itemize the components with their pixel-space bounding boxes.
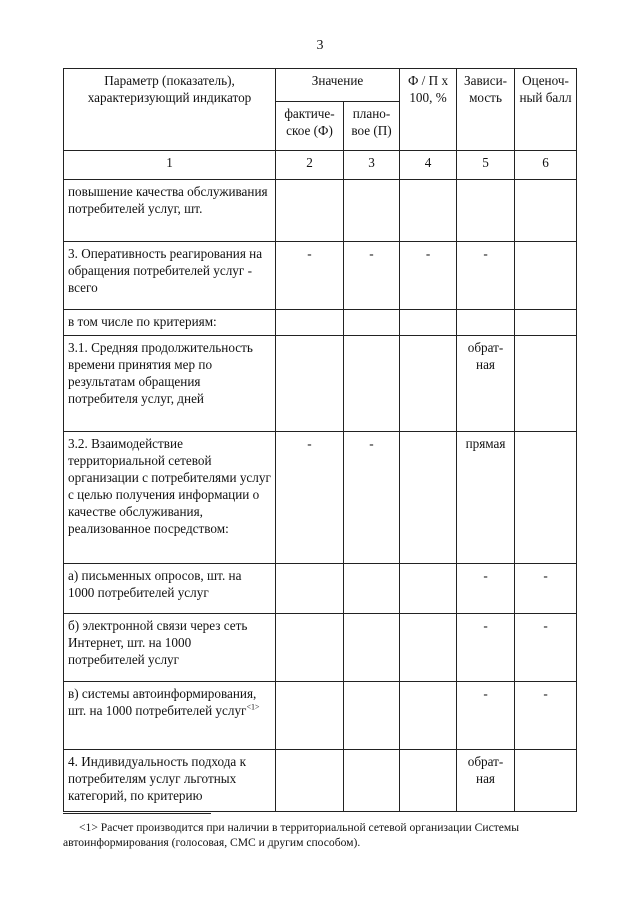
page-number: 3 xyxy=(316,38,324,53)
plan-cell xyxy=(344,180,400,242)
ratio-cell: - xyxy=(400,242,457,310)
ratio-cell xyxy=(400,180,457,242)
column-number-row xyxy=(64,151,577,180)
dependence-cell: прямая xyxy=(457,432,515,564)
param-cell: 3. Оперативность реагирования на обращения потребителей услуг - всего xyxy=(64,242,276,310)
actual-cell xyxy=(276,682,344,750)
param-text: в) системы автоинформирования, шт. на 1000 потребителей услуг xyxy=(68,686,257,718)
plan-cell xyxy=(344,310,400,336)
score-cell xyxy=(515,432,577,564)
param-cell: в том числе по критериям: xyxy=(64,310,276,336)
header-dependence: Зависи-мость xyxy=(457,69,515,151)
header-ratio: Ф / П х 100, % xyxy=(400,69,457,151)
actual-cell xyxy=(276,750,344,812)
indicator-table xyxy=(63,68,577,812)
col-number: 2 xyxy=(276,151,344,180)
actual-cell xyxy=(276,336,344,432)
ratio-cell xyxy=(400,310,457,336)
param-cell: 3.2. Взаимодействие территориальной сетевой организации с потребителями услуг с целью получения информации о качестве обслуживания, реализованное посредством: xyxy=(64,432,276,564)
table-row xyxy=(64,180,577,242)
plan-cell: - xyxy=(344,242,400,310)
table-row xyxy=(64,242,577,310)
param-cell: а) письменных опросов, шт. на 1000 потребителей услуг xyxy=(64,564,276,614)
param-cell: 4. Индивидуальность подхода к потребителям услуг льготных категорий, по критерию xyxy=(64,750,276,812)
actual-cell xyxy=(276,564,344,614)
actual-cell: - xyxy=(276,242,344,310)
header-value: Значение xyxy=(276,69,400,102)
header-score: Оценоч-ный балл xyxy=(515,69,577,151)
param-cell: 3.1. Средняя продолжительность времени принятия мер по результатам обращения потребителя услуг, дней xyxy=(64,336,276,432)
actual-cell: - xyxy=(276,432,344,564)
table-row xyxy=(64,336,577,432)
dependence-cell: - xyxy=(457,614,515,682)
table-row xyxy=(64,614,577,682)
col-number: 4 xyxy=(400,151,457,180)
score-cell: - xyxy=(515,564,577,614)
ratio-cell xyxy=(400,614,457,682)
plan-cell xyxy=(344,336,400,432)
ratio-cell xyxy=(400,336,457,432)
score-cell xyxy=(515,242,577,310)
footnote-ref: <1> xyxy=(246,702,260,712)
table-row xyxy=(64,750,577,812)
dependence-cell: обрат-ная xyxy=(457,750,515,812)
dependence-cell: - xyxy=(457,242,515,310)
score-cell xyxy=(515,180,577,242)
score-cell: - xyxy=(515,682,577,750)
dependence-cell: обрат-ная xyxy=(457,336,515,432)
param-cell: б) электронной связи через сеть Интернет, шт. на 1000 потребителей услуг xyxy=(64,614,276,682)
header-actual: фактиче-ское (Ф) xyxy=(276,102,344,151)
col-number: 6 xyxy=(515,151,577,180)
score-cell xyxy=(515,750,577,812)
footnote-divider xyxy=(63,813,211,814)
ratio-cell xyxy=(400,432,457,564)
score-cell xyxy=(515,310,577,336)
actual-cell xyxy=(276,310,344,336)
table-row xyxy=(64,432,577,564)
plan-cell xyxy=(344,614,400,682)
plan-cell: - xyxy=(344,432,400,564)
actual-cell xyxy=(276,614,344,682)
col-number: 1 xyxy=(64,151,276,180)
header-param: Параметр (показатель), характеризующий индикатор xyxy=(64,69,276,151)
dependence-cell xyxy=(457,310,515,336)
dependence-cell xyxy=(457,180,515,242)
table-row xyxy=(64,564,577,614)
col-number: 5 xyxy=(457,151,515,180)
header-row-1 xyxy=(64,69,577,102)
plan-cell xyxy=(344,750,400,812)
ratio-cell xyxy=(400,750,457,812)
dependence-cell: - xyxy=(457,564,515,614)
param-cell xyxy=(64,682,276,750)
ratio-cell xyxy=(400,682,457,750)
plan-cell xyxy=(344,682,400,750)
dependence-cell: - xyxy=(457,682,515,750)
header-plan: плано-вое (П) xyxy=(344,102,400,151)
table-row xyxy=(64,310,577,336)
param-cell: повышение качества обслуживания потребителей услуг, шт. xyxy=(64,180,276,242)
footnote: <1> Расчет производится при наличии в территориальной сетевой организации Системы автоинформирования (голосовая, СМС и другим способом). xyxy=(63,821,520,849)
score-cell xyxy=(515,336,577,432)
col-number: 3 xyxy=(344,151,400,180)
table-row xyxy=(64,682,577,750)
actual-cell xyxy=(276,180,344,242)
score-cell: - xyxy=(515,614,577,682)
ratio-cell xyxy=(400,564,457,614)
plan-cell xyxy=(344,564,400,614)
